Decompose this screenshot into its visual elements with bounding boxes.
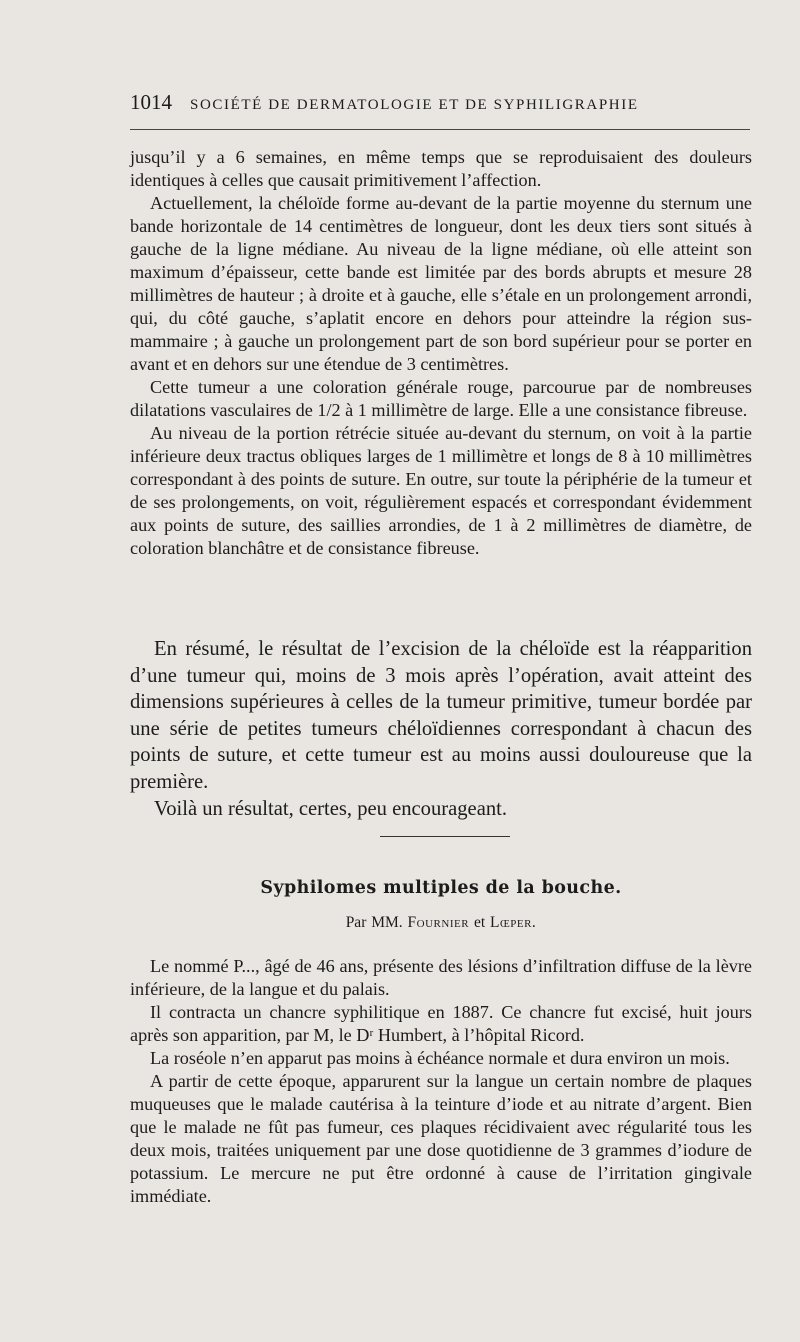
section-separator xyxy=(380,836,510,837)
author-loeper: Lœper. xyxy=(490,914,537,931)
paragraph-tumor-color: Cette tumeur a une coloration générale rouge, parcourue par de nombreuses dilatations vasculaires de 1/2 à 1 millimètre de large. Elle a une consistance fibreuse. xyxy=(130,377,752,420)
case-description xyxy=(130,146,752,560)
author-fournier: Fournier xyxy=(407,914,470,931)
paragraph-summary: En résumé, le résultat de l’excision de la chéloïde est la réapparition d’une tumeur qui, moins de 3 mois après l’opération, avait atteint des dimensions supérieures à celles de la tumeur primitive, tumeur bordée par une série de petites tumeurs chéloïdiennes correspondant à chacun des points de suture, et cette tumeur est au moins aussi douloureuse que la première. xyxy=(130,638,752,793)
section-title: Syphilomes multiples de la bouche. xyxy=(260,878,622,898)
case-report xyxy=(130,955,752,1208)
header-rule xyxy=(130,129,750,130)
paragraph-roseola: La roséole n’en apparut pas moins à échéance normale et dura environ un mois. xyxy=(150,1048,730,1068)
summary-section xyxy=(130,636,752,822)
byline xyxy=(130,914,752,932)
page-number: 1014 xyxy=(130,90,172,114)
paragraph-patient: Le nommé P..., âgé de 46 ans, présente des lésions d’infiltration diffuse de la lèvre inférieure, de la langue et du palais. xyxy=(130,956,752,999)
page-header xyxy=(130,90,750,115)
running-title: SOCIÉTÉ DE DERMATOLOGIE ET DE SYPHILIGRAPHIE xyxy=(190,97,639,113)
byline-conjunction: et xyxy=(473,914,486,931)
paragraph-continuation: jusqu’il y a 6 semaines, en même temps que se reproduisaient des douleurs identiques à celles que causait primitivement l’affection. xyxy=(130,147,752,190)
paragraph-keloid-form: Actuellement, la chéloïde forme au-devant de la partie moyenne du sternum une bande horizontale de 14 centimètres de longueur, dont les deux tiers sont situés à gauche de la ligne médiane. Au niveau de la ligne médiane, où elle atteint son maximum d’épaisseur, cette bande est limitée par des bords abrupts et mesure 28 millimètres de hauteur ; à droite et à gauche, elle s’étale en un prolongement arrondi, qui, du côté gauche, s’aplatit encore en dehors pour atteindre la région sus-mammaire ; à gauche un prolongement part de son bord supérieur pour se porter en avant et en dehors sur une étendue de 3 centimètres. xyxy=(130,193,752,374)
paragraph-plaques: A partir de cette époque, apparurent sur la langue un certain nombre de plaques muqueuses que le malade cautérisa à la teinture d’iode et au nitrate d’argent. Bien que le malade ne fût pas fumeur, ces plaques récidivaient avec régularité tous les deux mois, traitées uniquement par une dose quotidienne de 3 grammes d’iodure de potassium. Le mercure ne put être ordonné à cause de l’irritation gingivale immédiate. xyxy=(130,1071,752,1206)
paragraph-conclusion: Voilà un résultat, certes, peu encourageant. xyxy=(154,797,508,820)
byline-prefix: Par MM. xyxy=(345,914,403,931)
paragraph-suture-points: Au niveau de la portion rétrécie située au-devant du sternum, on voit à la partie inférieure deux tractus obliques larges de 1 millimètre et longs de 8 à 10 millimètres correspondant à des points de suture. En outre, sur toute la périphérie de la tumeur et de ses prolongements, on voit, régulièrement espacés et correspondant évidemment aux points de suture, des saillies arrondies, de 1 à 2 millimètres de diamètre, de coloration blanchâtre et de consistance fibreuse. xyxy=(130,423,752,558)
paragraph-chancre: Il contracta un chancre syphilitique en 1887. Ce chancre fut excisé, huit jours après son apparition, par M, le Dʳ Humbert, à l’hôpital Ricord. xyxy=(130,1002,752,1045)
